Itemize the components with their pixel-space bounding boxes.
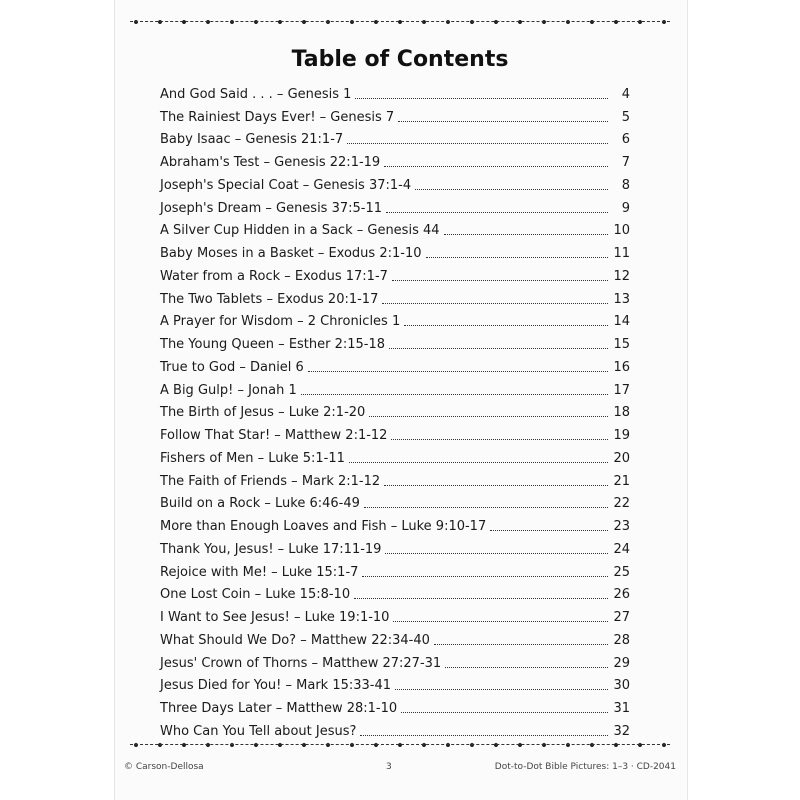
toc-entry-title: Build on a Rock – Luke 6:46-49 (160, 496, 360, 512)
toc-entry-page-number: 30 (613, 678, 630, 694)
dot-leader (395, 689, 608, 690)
toc-entry (160, 375, 630, 398)
toc-entry-title: The Rainiest Days Ever! – Genesis 7 (160, 109, 395, 125)
toc-entry-page-number: 17 (613, 382, 630, 398)
dot-leader (386, 212, 608, 213)
toc-entry-page-number: 6 (621, 132, 630, 148)
toc-entry-page-number: 12 (613, 268, 630, 284)
toc-entry-title: The Birth of Jesus – Luke 2:1-20 (160, 405, 366, 421)
dot-leader (389, 348, 608, 349)
toc-entry (160, 352, 630, 375)
toc-entry-page-number: 8 (621, 177, 630, 193)
toc-entry-title: Jesus Died for You! – Mark 15:33-41 (160, 678, 392, 694)
toc-entry-title: True to God – Daniel 6 (160, 359, 304, 375)
toc-entry-title: Baby Isaac – Genesis 21:1-7 (160, 132, 344, 148)
toc-entry-title: And God Said . . . – Genesis 1 (160, 86, 352, 102)
toc-entry (160, 307, 630, 330)
toc-entry-title: Rejoice with Me! – Luke 15:1-7 (160, 564, 359, 580)
toc-entry (160, 420, 630, 443)
toc-entry-page-number: 10 (613, 223, 630, 239)
toc-entry-page-number: 9 (621, 200, 630, 216)
toc-entry-page-number: 26 (613, 587, 630, 603)
toc-entry (160, 329, 630, 352)
toc-entry-page-number: 5 (621, 109, 630, 125)
toc-entry-page-number: 27 (613, 610, 630, 625)
toc-entry-page-number: 23 (613, 519, 630, 534)
toc-entry-title: One Lost Coin – Luke 15:8-10 (160, 587, 351, 603)
toc-entry-title: Three Days Later – Matthew 28:1-10 (160, 701, 398, 716)
toc-entry (160, 671, 630, 694)
toc-entry (160, 466, 630, 489)
toc-entry-title: Who Can You Tell about Jesus? (160, 723, 357, 739)
dot-leader (301, 394, 608, 395)
dot-leader (385, 553, 608, 554)
toc-entry-page-number: 16 (613, 359, 630, 375)
toc-entry-title: The Two Tablets – Exodus 20:1-17 (160, 291, 379, 307)
dot-leader (490, 530, 608, 531)
footer-book-info: Dot-to-Dot Bible Pictures: 1–3 · CD-2041 (494, 762, 676, 772)
toc-entry (160, 79, 630, 102)
dot-leader (391, 439, 608, 440)
toc-entry-page-number: 29 (613, 655, 630, 671)
toc-entry-page-number: 19 (613, 428, 630, 443)
toc-entry (160, 147, 630, 170)
toc-entry (160, 693, 630, 716)
toc-entry-title: Water from a Rock – Exodus 17:1-7 (160, 268, 388, 284)
toc-entry-page-number: 21 (613, 473, 630, 489)
toc-entry (160, 511, 630, 534)
dot-leader (445, 667, 608, 668)
toc-entry-title: Joseph's Special Coat – Genesis 37:1-4 (160, 177, 412, 193)
bottom-decorative-border (124, 742, 676, 748)
toc-entry-page-number: 13 (613, 291, 630, 307)
toc-entry-page-number: 4 (621, 86, 630, 102)
dot-leader (362, 576, 608, 577)
toc-entry-title: I Want to See Jesus! – Luke 19:1-10 (160, 610, 390, 625)
toc-entry-title: The Faith of Friends – Mark 2:1-12 (160, 473, 381, 489)
toc-entry-page-number: 25 (613, 564, 630, 580)
toc-entry-page-number: 7 (621, 155, 630, 170)
toc-entry (160, 602, 630, 625)
dot-leader (384, 166, 608, 167)
toc-entry-title: More than Enough Loaves and Fish – Luke 9:10-17 (160, 519, 487, 534)
page-title: Table of Contents (291, 46, 509, 72)
toc-entry (160, 625, 630, 648)
toc-entry (160, 216, 630, 239)
toc-entry (160, 193, 630, 216)
dot-leader (444, 234, 608, 235)
dot-leader (347, 143, 608, 144)
toc-entry (160, 170, 630, 193)
dot-leader (393, 621, 608, 622)
footer-page-number: 3 (386, 762, 392, 772)
table-of-contents (160, 79, 630, 739)
dot-leader (355, 98, 608, 99)
toc-entry-title: Jesus' Crown of Thorns – Matthew 27:27-31 (160, 655, 442, 671)
toc-entry (160, 557, 630, 580)
toc-entry-title: Abraham's Test – Genesis 22:1-19 (160, 155, 381, 170)
toc-entry-title: The Young Queen – Esther 2:15-18 (160, 337, 386, 352)
toc-entry-title: A Silver Cup Hidden in a Sack – Genesis 44 (160, 223, 440, 239)
dot-leader (382, 303, 608, 304)
toc-entry-title: A Prayer for Wisdom – 2 Chronicles 1 (160, 314, 401, 330)
dot-leader (308, 371, 608, 372)
toc-entry-page-number: 15 (613, 337, 630, 352)
dot-leader (369, 416, 608, 417)
dot-leader (354, 598, 608, 599)
toc-entry (160, 102, 630, 125)
dot-leader (384, 485, 608, 486)
toc-entry-page-number: 32 (613, 723, 630, 739)
toc-entry (160, 534, 630, 557)
toc-entry-page-number: 20 (613, 450, 630, 466)
dot-leader (360, 735, 608, 736)
toc-entry-page-number: 18 (613, 405, 630, 421)
toc-entry-title: Joseph's Dream – Genesis 37:5-11 (160, 200, 383, 216)
toc-entry (160, 125, 630, 148)
toc-entry (160, 648, 630, 671)
dot-leader (415, 189, 608, 190)
footer-copyright: © Carson-Dellosa (124, 762, 204, 772)
toc-entry-title: A Big Gulp! – Jonah 1 (160, 382, 297, 398)
toc-entry-title: Fishers of Men – Luke 5:1-11 (160, 450, 345, 466)
toc-entry-title: Baby Moses in a Basket – Exodus 2:1-10 (160, 246, 422, 261)
toc-entry (160, 398, 630, 421)
toc-entry (160, 443, 630, 466)
toc-entry-title: What Should We Do? – Matthew 22:34-40 (160, 632, 430, 648)
toc-entry-page-number: 11 (613, 246, 630, 261)
toc-entry-title: Thank You, Jesus! – Luke 17:11-19 (160, 541, 382, 557)
toc-entry (160, 261, 630, 284)
toc-entry (160, 716, 630, 739)
toc-entry-page-number: 31 (613, 701, 630, 716)
dot-leader (398, 121, 608, 122)
toc-entry-title: Follow That Star! – Matthew 2:1-12 (160, 428, 388, 443)
dot-leader (426, 257, 609, 258)
top-decorative-border (124, 19, 676, 25)
dot-leader (364, 507, 608, 508)
toc-entry-page-number: 28 (613, 632, 630, 648)
toc-entry-page-number: 24 (613, 541, 630, 557)
toc-entry-page-number: 22 (613, 496, 630, 512)
toc-entry-page-number: 14 (613, 314, 630, 330)
dot-leader (392, 280, 608, 281)
toc-entry (160, 284, 630, 307)
toc-entry (160, 580, 630, 603)
dot-leader (349, 462, 608, 463)
dot-leader (401, 712, 608, 713)
toc-entry (160, 489, 630, 512)
dot-leader (404, 325, 608, 326)
dot-leader (434, 644, 608, 645)
toc-entry (160, 238, 630, 261)
